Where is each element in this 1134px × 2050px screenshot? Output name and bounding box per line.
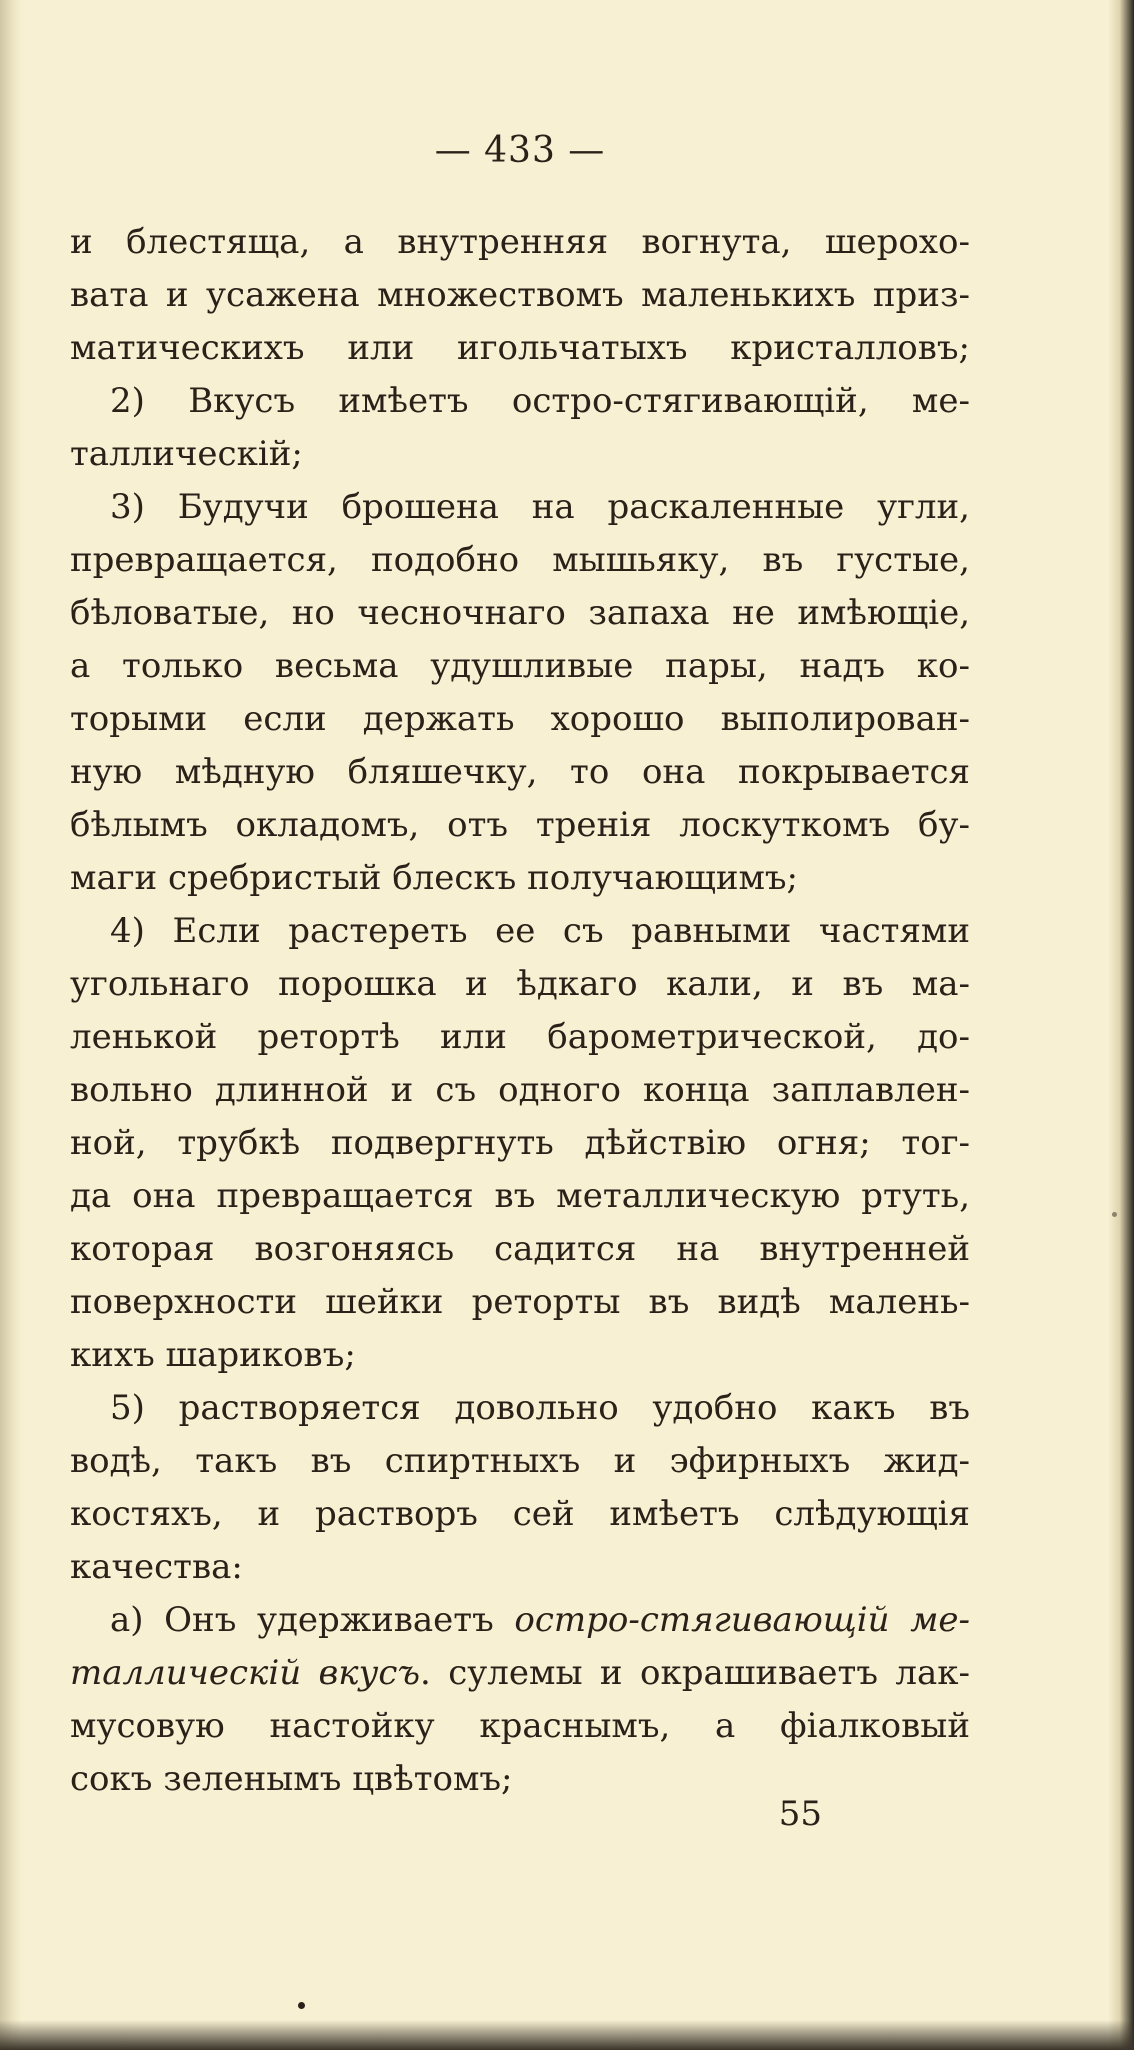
text-line: 3) Будучи брошена на раскаленные угли,: [110, 487, 970, 527]
text-line: бѣлымъ окладомъ, отъ тренія лоскуткомъ бу-: [70, 805, 970, 845]
text-line: сокъ зеленымъ цвѣтомъ;: [70, 1759, 513, 1799]
text-line: да она превращается въ металлическую ртуть,: [70, 1176, 970, 1216]
text-line: ную мѣдную бляшечку, то она покрывается: [70, 752, 970, 792]
text-line: костяхъ, и растворъ сей имѣетъ слѣдующія: [70, 1494, 970, 1534]
text-line: ной, трубкѣ подвергнуть дѣйствію огня; тог-: [70, 1123, 970, 1163]
text-line: а только весьма удушливые пары, надъ ко-: [70, 646, 970, 686]
text-line: таллическій;: [70, 434, 303, 474]
signature-mark: 55: [778, 1794, 822, 1834]
italic-phrase: таллическій вкусъ: [70, 1653, 421, 1693]
text-span: а) Онъ удерживаетъ: [110, 1600, 494, 1640]
text-line: поверхности шейки реторты въ видѣ малень-: [70, 1282, 970, 1322]
text-line: 2) Вкусъ имѣетъ остро-стягивающій, ме-: [110, 381, 970, 421]
text-line: угольнаго порошка и ѣдкаго кали, и въ ма-: [70, 964, 970, 1004]
text-line: вата и усажена множествомъ маленькихъ приз-: [70, 275, 970, 315]
italic-phrase: остро-стягивающій ме-: [514, 1600, 970, 1640]
text-line: 5) растворяется довольно удобно какъ въ: [110, 1388, 970, 1428]
text-line: 4) Если растереть ее съ равными частями: [110, 911, 970, 951]
text-line: бѣловатые, но чесночнаго запаха не имѣющіе,: [70, 593, 970, 633]
text-line: торыми если держать хорошо выполирован-: [70, 699, 970, 739]
text-span: . сулемы и окрашиваетъ лак-: [420, 1653, 970, 1693]
text-line: превращается, подобно мышьяку, въ густые,: [70, 540, 970, 580]
page-bottom-edge: [0, 2020, 1134, 2050]
text-line: [70, 1653, 970, 1693]
ink-speck: [1112, 1212, 1117, 1217]
page-number-header: — 433 —: [434, 130, 606, 171]
text-line: матическихъ или игольчатыхъ кристалловъ;: [70, 328, 970, 368]
text-line: вольно длинной и съ одного конца заплавлен-: [70, 1070, 970, 1110]
text-line: качества:: [70, 1547, 243, 1587]
page-spine-shadow: [0, 0, 22, 2050]
text-line: маги сребристый блескъ получающимъ;: [70, 858, 799, 898]
text-line: и блестяща, а внутренняя вогнута, шерохо-: [70, 222, 970, 262]
text-line: водѣ, такъ въ спиртныхъ и эфирныхъ жид-: [70, 1441, 970, 1481]
text-line: мусовую настойку краснымъ, а фіалковый: [70, 1706, 970, 1746]
text-line: [70, 1600, 970, 1640]
text-line: ленькой ретортѣ или барометрической, до-: [70, 1017, 970, 1057]
text-line: которая возгоняясь садится на внутренней: [70, 1229, 970, 1269]
page-right-edge: [1108, 0, 1134, 2050]
text-line: кихъ шариковъ;: [70, 1335, 356, 1375]
ink-speck: [298, 2002, 305, 2009]
